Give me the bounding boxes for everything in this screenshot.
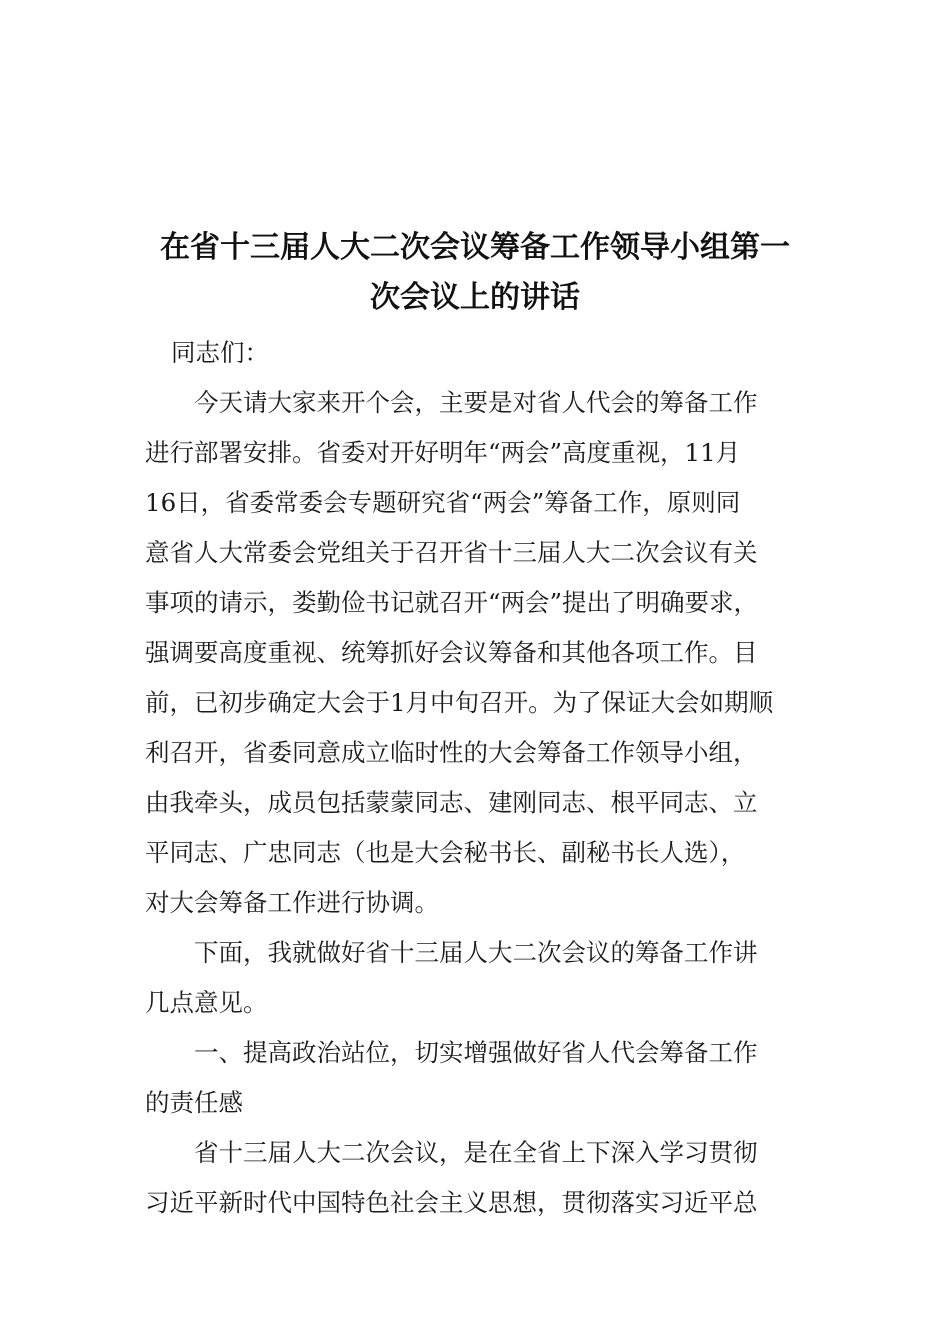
paragraph-line: 进行部署安排。省委对开好明年“两会”高度重视，11月: [145, 438, 741, 467]
paragraph-line: 前，已初步确定大会于1月中旬召开。为了保证大会如期顺: [145, 688, 774, 717]
document-body: [145, 328, 825, 1228]
paragraph-line: 强调要高度重视、统筹抓好会议筹备和其他各项工作。目: [145, 638, 758, 667]
paragraph-line: 由我牵头，成员包括蒙蒙同志、建刚同志、根平同志、立: [145, 788, 758, 817]
document-title-line-2: 次会议上的讲话: [370, 280, 580, 315]
document-title-line-1: 在省十三届人大二次会议筹备工作领导小组第一: [160, 230, 790, 265]
paragraph-line: 事项的请示，娄勤俭书记就召开“两会”提出了明确要求，: [145, 588, 759, 617]
paragraph-line: 平同志、广忠同志（也是大会秘书长、副秘书长人选），: [145, 838, 746, 867]
paragraph-line: 意省人大常委会党组关于召开省十三届人大二次会议有关: [145, 538, 758, 567]
paragraph-line: 16日，省委常委会专题研究省“两会”筹备工作，原则同: [145, 488, 741, 517]
paragraph-line: 利召开，省委同意成立临时性的大会筹备工作领导小组，: [145, 738, 758, 767]
section-heading-line: 的责任感: [145, 1088, 243, 1117]
section-heading-line: 一、提高政治站位，切实增强做好省人代会筹备工作: [194, 1038, 758, 1067]
paragraph-line: 几点意见。: [145, 988, 268, 1017]
paragraph-line: 省十三届人大二次会议，是在全省上下深入学习贯彻: [194, 1138, 758, 1167]
salutation: 同志们：: [171, 338, 269, 367]
paragraph-line: 下面，我就做好省十三届人大二次会议的筹备工作讲: [194, 938, 758, 967]
paragraph-line: 今天请大家来开个会，主要是对省人代会的筹备工作: [194, 388, 758, 417]
paragraph-line: 对大会筹备工作进行协调。: [145, 888, 439, 917]
paragraph-line: 习近平新时代中国特色社会主义思想，贯彻落实习近平总: [145, 1188, 758, 1217]
